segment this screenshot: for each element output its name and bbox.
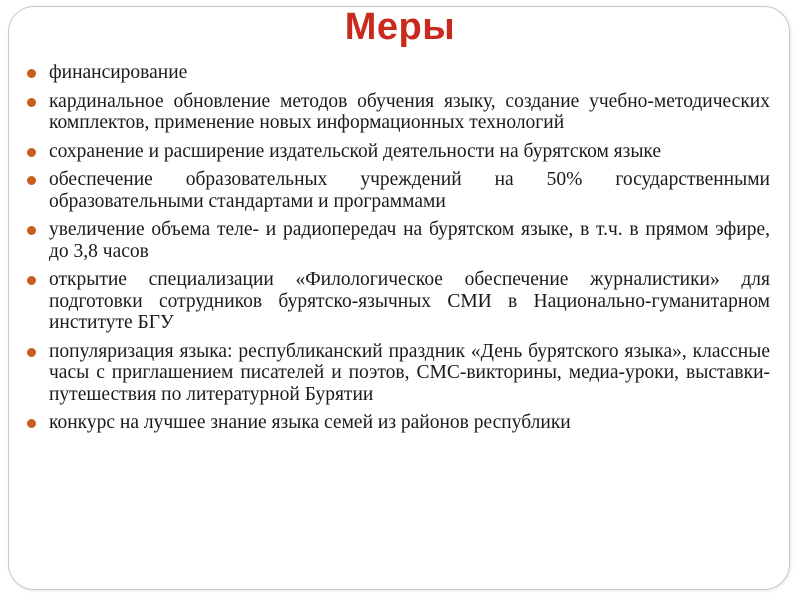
bullet-dot-icon	[27, 226, 36, 235]
bullet-item	[26, 62, 770, 84]
slide-title: Меры	[344, 6, 456, 48]
bullet-item	[26, 219, 770, 262]
bullet-item	[26, 141, 770, 163]
bullet-text: увеличение объема теле- и радиопередач на бурятском языке, в т.ч. в прямом эфире, до 3,8 часов	[49, 219, 770, 262]
bullet-text: финансирование	[49, 62, 188, 83]
bullet-item	[26, 412, 770, 434]
bullet-text: обеспечение образовательных учреждений на 50% государственными образовательными стандартами и программами	[49, 169, 770, 212]
bullet-dot-icon	[27, 419, 36, 428]
bullet-list	[26, 62, 770, 441]
bullet-item	[26, 341, 770, 406]
bullet-text: сохранение и расширение издательской деятельности на бурятском языке	[49, 140, 662, 162]
bullet-text: популяризация языка: республиканский праздник «День бурятского языка», классные часы с приглашением писателей и поэтов, СМС-викторины, медиа-уроки, выставки-путешествия по литературной Бурятии	[49, 340, 770, 405]
bullet-item	[26, 169, 770, 212]
bullet-text: открытие специализации «Филологическое обеспечение журналистики» для подготовки сотрудников бурятско-язычных СМИ в Национально-гуманитарном институте БГУ	[49, 269, 770, 333]
bullet-dot-icon	[27, 276, 36, 285]
bullet-dot-icon	[27, 176, 36, 185]
bullet-text: кардинальное обновление методов обучения языку, создание учебно-методических комплектов, применение новых информационных технологий	[49, 90, 770, 133]
bullet-dot-icon	[27, 69, 36, 78]
bullet-item	[26, 91, 770, 134]
bullet-dot-icon	[27, 148, 36, 157]
bullet-dot-icon	[27, 348, 36, 357]
bullet-item	[26, 269, 770, 334]
bullet-text: конкурс на лучшее знание языка семей из районов республики	[49, 412, 571, 433]
bullet-dot-icon	[27, 98, 36, 107]
